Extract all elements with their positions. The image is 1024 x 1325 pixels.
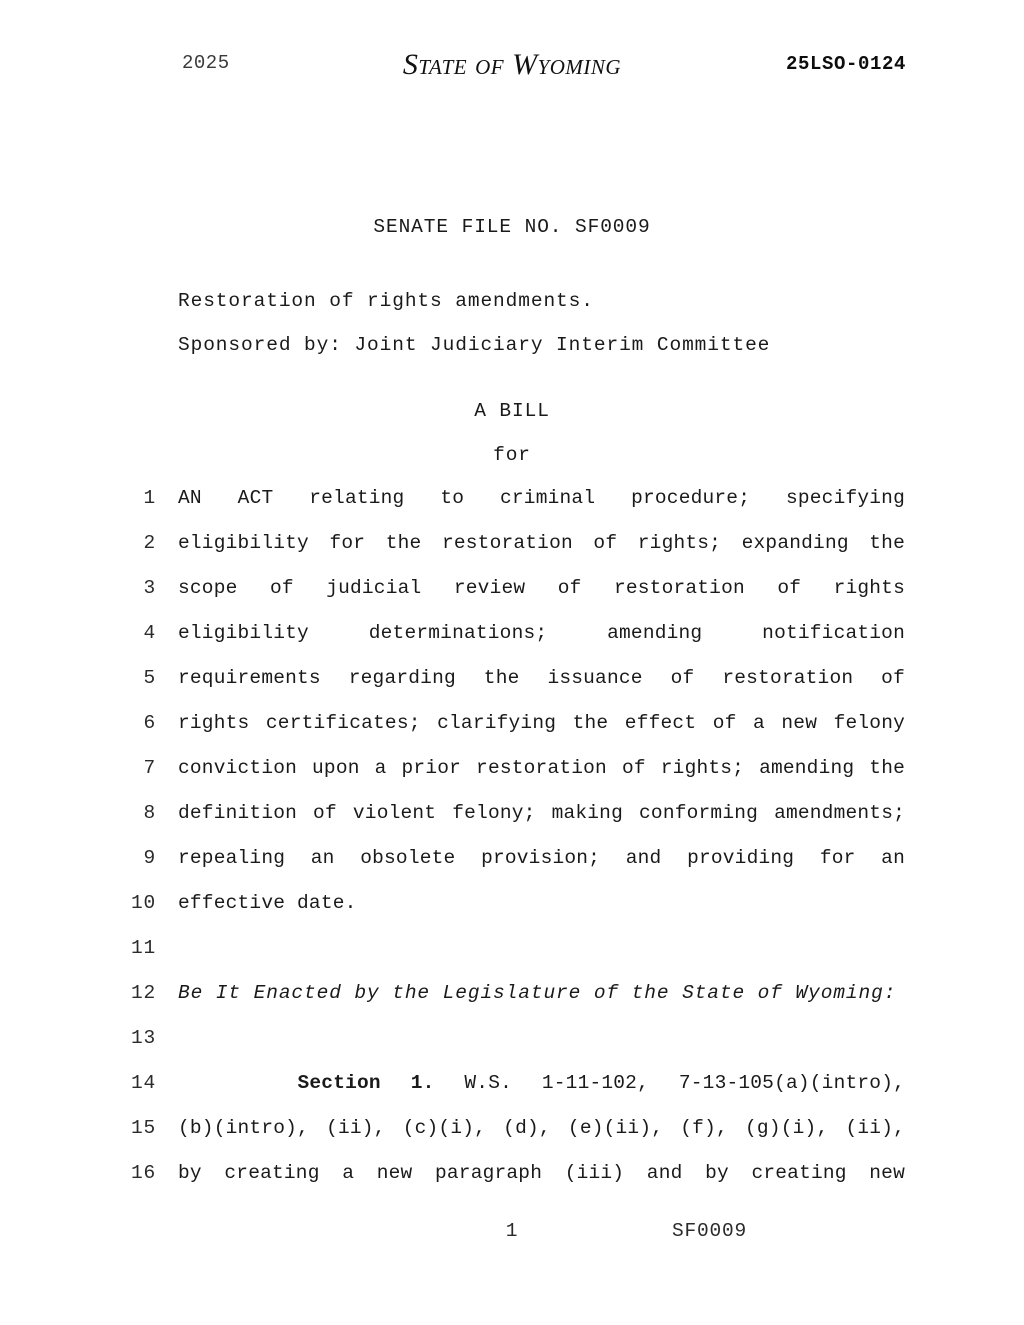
bill-line-text: eligibility determinations; amending notification <box>178 622 905 644</box>
bill-line <box>0 892 1024 937</box>
bill-line-text: (b)(intro), (ii), (c)(i), (d), (e)(ii), (f), (g)(i), (ii), <box>178 1117 905 1139</box>
bill-line <box>0 532 1024 577</box>
bill-line-text: repealing an obsolete provision; and providing for an <box>178 847 905 869</box>
bill-short-title: Restoration of rights amendments. <box>178 290 594 312</box>
page-footer <box>0 1220 1024 1254</box>
for-heading: for <box>493 444 531 466</box>
bill-line-number: 6 <box>143 712 156 734</box>
bill-line <box>0 622 1024 667</box>
bill-line-number: 7 <box>143 757 156 779</box>
bill-line <box>0 487 1024 532</box>
bill-line-text <box>178 937 905 959</box>
bill-line-number: 5 <box>143 667 156 689</box>
bill-line-text: Section 1. W.S. 1-11-102, 7-13-105(a)(intro), <box>297 1072 905 1094</box>
bill-line-number: 11 <box>130 937 156 959</box>
running-head <box>0 48 1024 92</box>
bill-line-number: 9 <box>143 847 156 869</box>
bill-line-text: by creating a new paragraph (iii) and by creating new <box>178 1162 905 1184</box>
bill-line-text: eligibility for the restoration of rights; expanding the <box>178 532 905 554</box>
a-bill-heading: A BILL <box>474 400 550 422</box>
bill-line-text: requirements regarding the issuance of restoration of <box>178 667 905 689</box>
bill-line <box>0 1027 1024 1072</box>
bill-line-number: 14 <box>130 1072 156 1094</box>
bill-line-number: 15 <box>130 1117 156 1139</box>
bill-line <box>0 577 1024 622</box>
footer-bill-number: SF0009 <box>672 1220 748 1242</box>
bill-line <box>0 802 1024 847</box>
section-label: 1. <box>410 1072 435 1094</box>
bill-line <box>0 757 1024 802</box>
bill-line-text: Be It Enacted by the Legislature of the State of Wyoming: <box>178 982 897 1004</box>
running-head-state-title: State of Wyoming <box>402 48 622 81</box>
bill-line-number: 8 <box>143 802 156 824</box>
bill-line-text: scope of judicial review of restoration of rights <box>178 577 905 599</box>
bill-line <box>0 1117 1024 1162</box>
bill-line-text: rights certificates; clarifying the effect of a new felony <box>178 712 905 734</box>
bill-line-text: effective date. <box>178 892 357 914</box>
bill-line-text: definition of violent felony; making conforming amendments; <box>178 802 905 824</box>
senate-file-number: SENATE FILE NO. SF0009 <box>373 216 651 238</box>
bill-line <box>0 712 1024 757</box>
bill-line-number: 2 <box>143 532 156 554</box>
bill-line <box>0 667 1024 712</box>
bill-line-number: 10 <box>130 892 156 914</box>
preamble-block <box>0 216 1024 466</box>
bill-line <box>0 937 1024 982</box>
bill-line-number: 13 <box>130 1027 156 1049</box>
bill-line-number: 3 <box>143 577 156 599</box>
bill-line-text: AN ACT relating to criminal procedure; specifying <box>178 487 905 509</box>
section-label: Section <box>297 1072 381 1094</box>
numbered-body-lines <box>0 487 1024 1207</box>
bill-sponsor: Sponsored by: Joint Judiciary Interim Committee <box>178 334 771 356</box>
running-head-lso-number: 25LSO-0124 <box>785 53 906 75</box>
bill-line-text <box>178 1027 905 1049</box>
bill-line-number: 16 <box>130 1162 156 1184</box>
footer-page-number: 1 <box>505 1220 519 1242</box>
bill-line <box>0 1072 1024 1117</box>
bill-line-number: 12 <box>130 982 156 1004</box>
bill-line <box>0 1162 1024 1207</box>
bill-line-number: 1 <box>143 487 156 509</box>
bill-line <box>0 982 1024 1027</box>
running-head-year: 2025 <box>182 52 230 74</box>
bill-line <box>0 847 1024 892</box>
bill-line-number: 4 <box>143 622 156 644</box>
bill-line-text: conviction upon a prior restoration of rights; amending the <box>178 757 905 779</box>
